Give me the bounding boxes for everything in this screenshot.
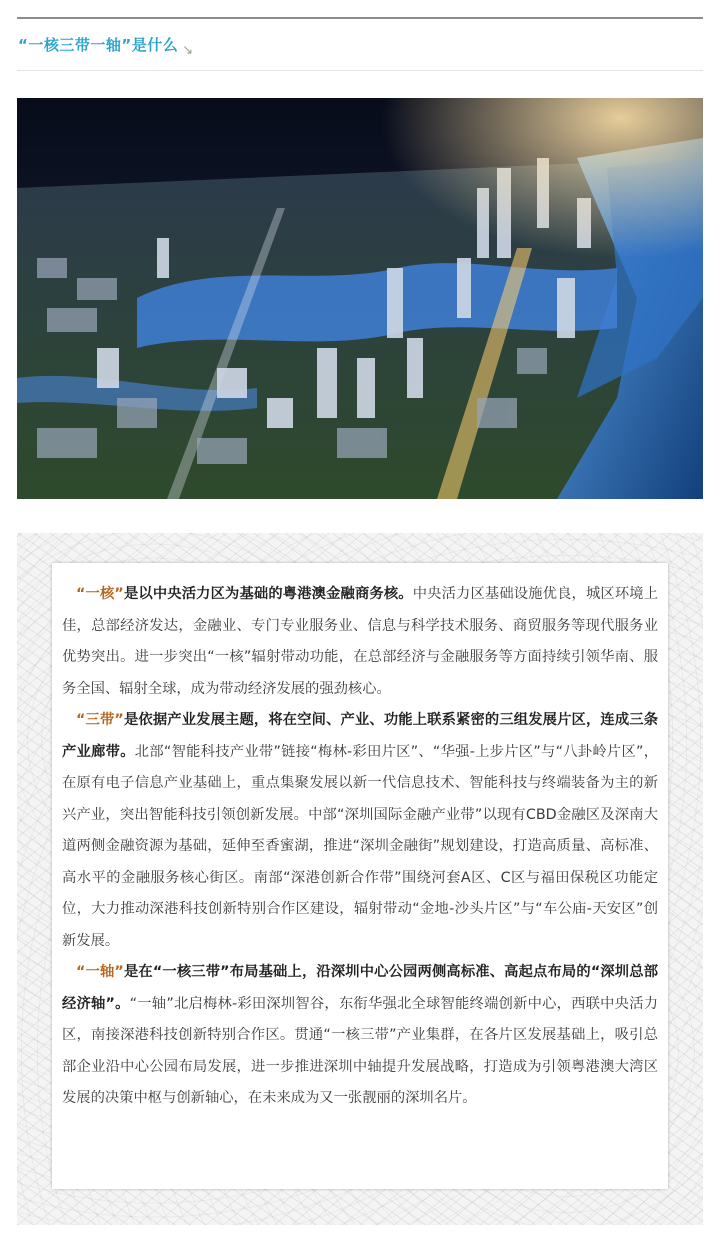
top-divider xyxy=(17,17,703,19)
title-underline xyxy=(17,70,703,71)
lead-axis: 是在“一核三带”布局基础上，沿深圳中心公园两侧高标准、高起点布局的“深圳总部经济轴”。 xyxy=(62,964,658,1012)
body-belts: 北部“智能科技产业带”链接“梅林-彩田片区”、“华强-上步片区”与“八卦岭片区”，在原有电子信息产业基础上，重点集聚发展以新一代信息技术、智能科技与终端装备为主的新兴产业，突出智能科技引领创新发展。中部“深圳国际金融产业带”以现有CBD金融区及深南大道两侧金融资源为基础，延伸至香蜜湖，推进“深圳金融街”规划建设，打造高质量、高标准、高水平的金融服务核心街区。南部“深港创新合作带”围绕河套A区、C区与福田保税区功能定位，大力推动深港科技创新特别合作区建设，辐射带动“金地-沙头片区”与“车公庙-天安区”创新发展。 xyxy=(62,743,658,949)
section-title xyxy=(18,34,194,58)
keyword-axis: “一轴” xyxy=(76,964,124,980)
keyword-core: “一核” xyxy=(76,586,124,602)
paragraph-core xyxy=(62,579,658,705)
article-card xyxy=(52,563,668,1189)
paragraph-axis xyxy=(62,957,658,1115)
lead-core: 是以中央活力区为基础的粤港澳金融商务核。 xyxy=(123,586,413,602)
body-axis: “一轴”北启梅林-彩田深圳智谷，东衔华强北全球智能终端创新中心，西联中央活力区，南接深港科技创新特别合作区。贯通“一核三带”产业集群，在各片区发展基础上，吸引总部企业沿中心公园布局发展，进一步推进深圳中轴提升发展战略，打造成为引领粤港澳大湾区发展的决策中枢与创新轴心，在未来成为又一张靓丽的深圳名片。 xyxy=(62,995,659,1106)
arrow-down-right-icon: ↘ xyxy=(182,43,194,58)
keyword-belts: “三带” xyxy=(76,712,124,728)
paragraph-belts xyxy=(62,705,658,957)
body-core: 中央活力区基础设施优良，城区环境上佳，总部经济发达，金融业、专门专业服务业、信息与科学技术服务、商贸服务等现代服务业优势突出。进一步突出“一核”辐射带动功能，在总部经济与金融服务等方面持续引领华南、服务全国、辐射全球，成为带动经济发展的强劲核心。 xyxy=(62,586,658,697)
lead-belts: 是依据产业发展主题，将在空间、产业、功能上联系紧密的三组发展片区，连成三条产业廊带。 xyxy=(62,712,658,760)
city-aerial-render-image xyxy=(17,98,703,499)
section-title-text: “一核三带一轴”是什么 xyxy=(18,36,179,54)
article-body xyxy=(62,579,658,1115)
